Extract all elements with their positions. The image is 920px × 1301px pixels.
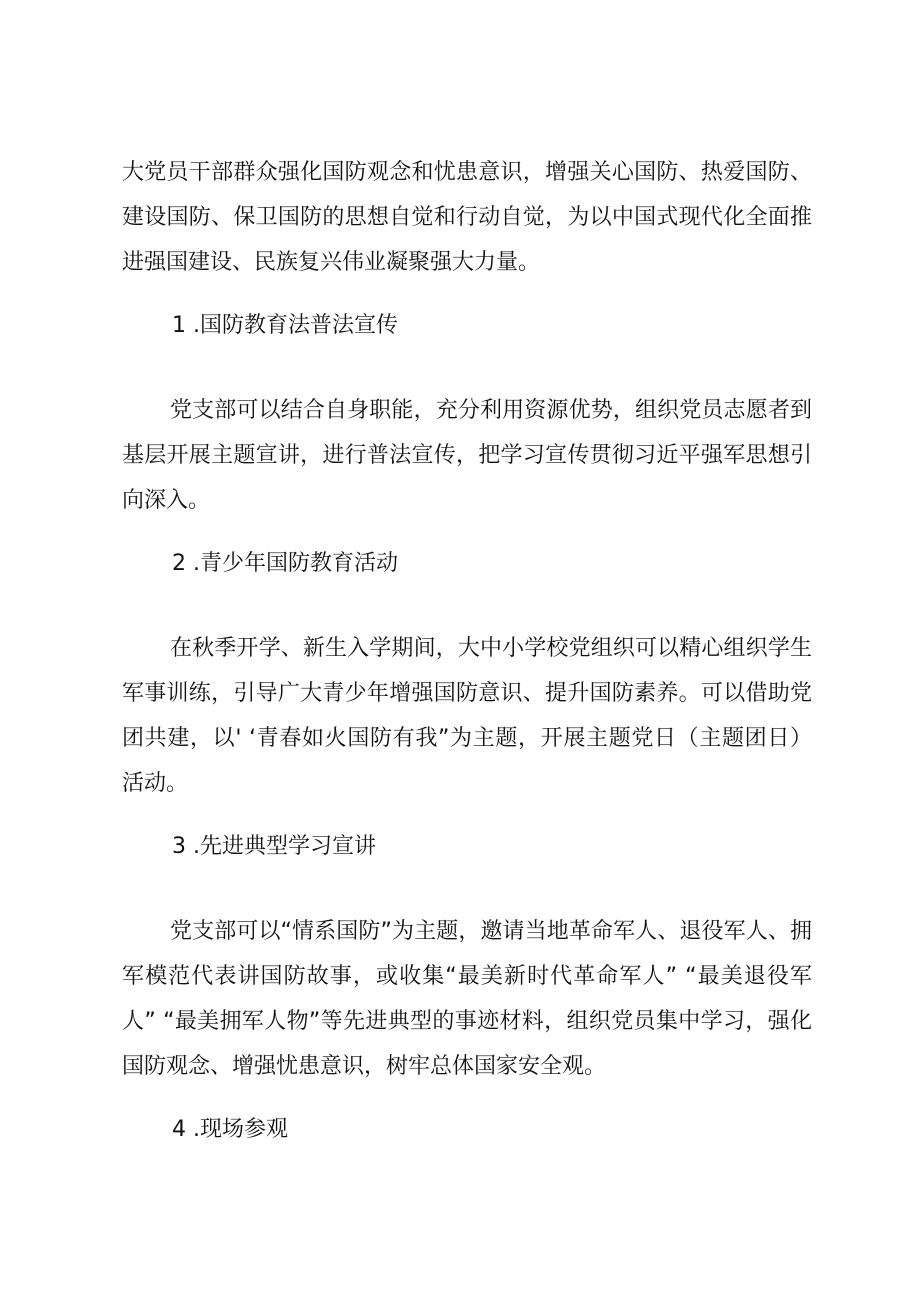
paragraph-intro: 大党员干部群众强化国防观念和忧患意识，增强关心国防、热爱国防、建设国防、保卫国防的思想自觉和行动自觉，为以中国式现代化全面推进强国建设、民族复兴伟业凝聚强大力量。 [122, 160, 812, 275]
paragraph-section-3: 党支部可以“情系国防”为主题，邀请当地革命军人、退役军人、拥军模范代表讲国防故事，或收集“最美新时代革命军人” “最美退役军人” “最美拥军人物”等先进典型的事迹材料，组织党员集中学习，强化国防观念、增强忧患意识，树牢总体国家安全观。 [122, 919, 812, 1079]
document-body [122, 150, 812, 1152]
section-heading-2: 2 .青少年国防教育活动 [172, 551, 398, 576]
section-heading-3: 3 .先进典型学习宣讲 [172, 834, 376, 859]
paragraph-section-1: 党支部可以结合自身职能，充分利用资源优势，组织党员志愿者到基层开展主题宣讲，进行普法宣传，把学习宣传贯彻习近平强军思想引向深入。 [122, 398, 812, 513]
section-heading-1: 1 .国防教育法普法宣传 [172, 313, 398, 338]
paragraph-section-2: 在秋季开学、新生入学期间，大中小学校党组织可以精心组织学生军事训练，引导广大青少年增强国防意识、提升国防素养。可以借助党团共建，以' ‘青春如火国防有我”为主题，开展主题党日（主题团日）活动。 [122, 636, 812, 796]
section-heading-4: 4 .现场参观 [172, 1117, 288, 1142]
